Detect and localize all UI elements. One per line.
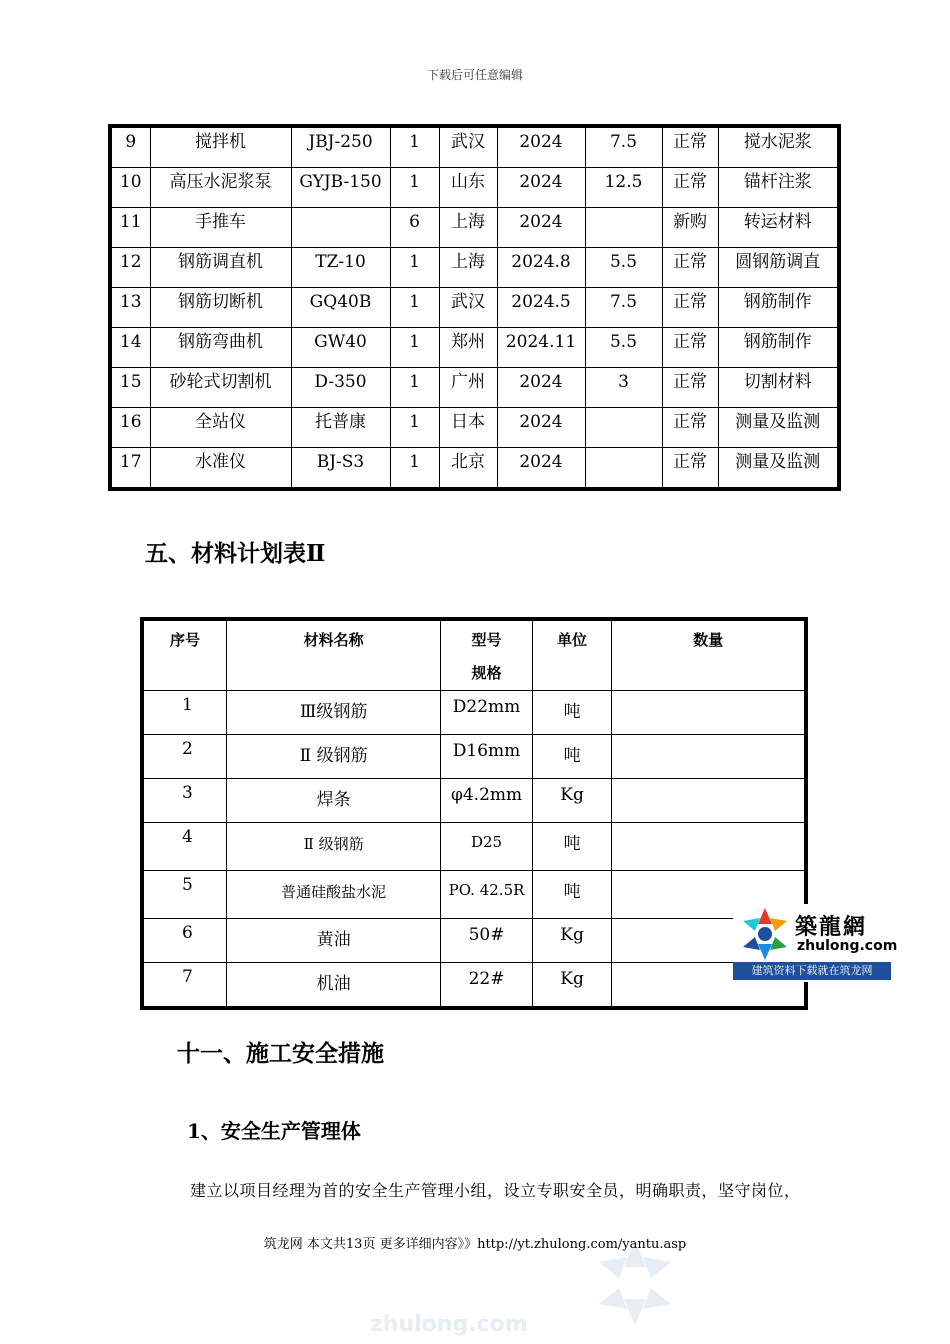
logo-slogan: 建筑资料下载就在筑龙网 [733,962,891,980]
material-cell-no: 4 [142,823,227,871]
material-cell-name: 普通硅酸盐水泥 [227,871,441,919]
equipment-row [110,328,839,368]
equipment-cell-qty: 1 [390,168,439,208]
watermark-text: zhulong.com [370,1312,528,1337]
equipment-cell-name: 钢筋切断机 [150,288,291,328]
equipment-cell-name: 钢筋调直机 [150,248,291,288]
material-row [142,823,806,871]
logo-brand: 築龍網 [795,915,868,940]
equipment-cell-qty: 1 [390,126,439,168]
equipment-cell-qty: 6 [390,208,439,248]
equipment-row [110,448,839,490]
equipment-cell-use: 钢筋制作 [718,328,839,368]
material-cell-unit: Kg [532,779,611,823]
equipment-row [110,248,839,288]
equipment-cell-status: 正常 [662,448,718,490]
equipment-cell-power: 5.5 [585,328,662,368]
equipment-cell-no: 16 [110,408,150,448]
equipment-table [108,124,841,491]
footer-text: 筑龙网 本文共13页 更多详细内容》》http://yt.zhulong.com/yantu.asp [263,1237,687,1252]
equipment-cell-year: 2024.8 [497,248,585,288]
watermark-snowflake-icon [590,1238,680,1328]
equipment-cell-origin: 广州 [439,368,497,408]
equipment-cell-power: 7.5 [585,126,662,168]
material-cell-unit: 吨 [532,735,611,779]
equipment-cell-no: 15 [110,368,150,408]
equipment-cell-no: 10 [110,168,150,208]
equipment-cell-use: 钢筋制作 [718,288,839,328]
material-cell-name: Ⅲ级钢筋 [227,691,441,735]
equipment-cell-year: 2024 [497,126,585,168]
material-cell-unit: 吨 [532,871,611,919]
equipment-cell-name: 搅拌机 [150,126,291,168]
equipment-cell-no: 13 [110,288,150,328]
material-header-row [142,619,806,691]
equipment-cell-use: 测量及监测 [718,448,839,490]
equipment-cell-qty: 1 [390,248,439,288]
material-cell-spec: D22mm [441,691,533,735]
equipment-cell-year: 2024 [497,408,585,448]
equipment-cell-origin: 武汉 [439,288,497,328]
equipment-cell-power [585,448,662,490]
equipment-cell-qty: 1 [390,328,439,368]
equipment-cell-status: 正常 [662,328,718,368]
material-row [142,963,806,1009]
material-cell-qty [612,691,806,735]
material-row [142,735,806,779]
equipment-cell-model: BJ-S3 [291,448,390,490]
material-cell-spec: 50# [441,919,533,963]
header-spec-line2: 规格 [471,664,502,682]
logo-site: zhulong.com [797,938,898,954]
equipment-cell-qty: 1 [390,368,439,408]
section11-title: 十一、施工安全措施 [177,1040,384,1067]
header-no: 序号 [142,619,227,691]
material-table [140,617,808,1010]
header-name: 材料名称 [227,619,441,691]
material-cell-spec: D25 [441,823,533,871]
equipment-row [110,368,839,408]
equipment-cell-status: 正常 [662,248,718,288]
material-cell-qty [612,779,806,823]
equipment-cell-year: 2024 [497,368,585,408]
equipment-cell-model: GQ40B [291,288,390,328]
equipment-cell-year: 2024.5 [497,288,585,328]
equipment-cell-status: 新购 [662,208,718,248]
equipment-cell-use: 转运材料 [718,208,839,248]
material-row [142,691,806,735]
equipment-cell-use: 切割材料 [718,368,839,408]
material-cell-spec: 22# [441,963,533,1009]
equipment-cell-power: 7.5 [585,288,662,328]
equipment-cell-status: 正常 [662,126,718,168]
equipment-cell-status: 正常 [662,368,718,408]
material-cell-no: 2 [142,735,227,779]
zhulong-logo [733,904,898,982]
equipment-cell-qty: 1 [390,408,439,448]
equipment-cell-origin: 上海 [439,248,497,288]
equipment-cell-status: 正常 [662,168,718,208]
equipment-row [110,168,839,208]
material-cell-name: 黄油 [227,919,441,963]
material-row [142,919,806,963]
equipment-cell-name: 全站仪 [150,408,291,448]
equipment-cell-use: 测量及监测 [718,408,839,448]
equipment-row [110,126,839,168]
equipment-cell-model: TZ-10 [291,248,390,288]
material-cell-qty [612,823,806,871]
equipment-cell-qty: 1 [390,288,439,328]
equipment-cell-model: JBJ-250 [291,126,390,168]
equipment-cell-model: D-350 [291,368,390,408]
equipment-cell-origin: 山东 [439,168,497,208]
equipment-cell-name: 钢筋弯曲机 [150,328,291,368]
equipment-cell-use: 锚杆注浆 [718,168,839,208]
header-spec-line1: 型号 [471,631,502,649]
equipment-row [110,288,839,328]
material-cell-spec: φ4.2mm [441,779,533,823]
equipment-cell-power: 12.5 [585,168,662,208]
material-cell-unit: 吨 [532,823,611,871]
material-cell-no: 3 [142,779,227,823]
equipment-cell-no: 12 [110,248,150,288]
equipment-cell-model: GYJB-150 [291,168,390,208]
equipment-cell-origin: 郑州 [439,328,497,368]
material-cell-no: 6 [142,919,227,963]
equipment-cell-status: 正常 [662,288,718,328]
material-cell-name: 机油 [227,963,441,1009]
equipment-cell-origin: 武汉 [439,126,497,168]
material-cell-qty [612,735,806,779]
header-note: 下载后可任意编辑 [426,68,523,82]
equipment-cell-use: 搅水泥浆 [718,126,839,168]
equipment-cell-model: GW40 [291,328,390,368]
equipment-cell-year: 2024 [497,448,585,490]
equipment-cell-year: 2024 [497,168,585,208]
material-cell-name: Ⅱ 级钢筋 [227,735,441,779]
equipment-cell-power: 3 [585,368,662,408]
header-unit: 单位 [532,619,611,691]
equipment-cell-no: 9 [110,126,150,168]
material-cell-no: 5 [142,871,227,919]
equipment-cell-power [585,408,662,448]
equipment-cell-no: 11 [110,208,150,248]
equipment-cell-year: 2024 [497,208,585,248]
equipment-cell-origin: 日本 [439,408,497,448]
material-cell-name: 焊条 [227,779,441,823]
material-row [142,779,806,823]
equipment-cell-power: 5.5 [585,248,662,288]
material-cell-no: 1 [142,691,227,735]
material-cell-no: 7 [142,963,227,1009]
material-cell-spec: PO. 42.5R [441,871,533,919]
equipment-cell-name: 高压水泥浆泵 [150,168,291,208]
equipment-cell-name: 水准仪 [150,448,291,490]
subsection1-title: 1、安全生产管理体 [187,1119,361,1143]
equipment-cell-use: 圆钢筋调直 [718,248,839,288]
material-cell-unit: 吨 [532,691,611,735]
header-qty: 数量 [612,619,806,691]
equipment-cell-no: 17 [110,448,150,490]
material-cell-unit: Kg [532,919,611,963]
material-cell-name: Ⅱ 级钢筋 [227,823,441,871]
equipment-cell-name: 手推车 [150,208,291,248]
material-cell-spec: D16mm [441,735,533,779]
equipment-row [110,408,839,448]
snowflake-icon [733,904,793,962]
equipment-cell-status: 正常 [662,408,718,448]
section5-title: 五、材料计划表Ⅱ [145,540,326,567]
equipment-cell-qty: 1 [390,448,439,490]
equipment-cell-model: 托普康 [291,408,390,448]
body-paragraph: 建立以项目经理为首的安全生产管理小组，设立专职安全员，明确职责，坚守岗位， [190,1181,801,1200]
equipment-cell-name: 砂轮式切割机 [150,368,291,408]
equipment-cell-origin: 上海 [439,208,497,248]
equipment-cell-power [585,208,662,248]
equipment-cell-origin: 北京 [439,448,497,490]
equipment-cell-no: 14 [110,328,150,368]
equipment-cell-model [291,208,390,248]
header-spec [441,619,533,691]
material-cell-unit: Kg [532,963,611,1009]
equipment-row [110,208,839,248]
material-row [142,871,806,919]
equipment-cell-year: 2024.11 [497,328,585,368]
